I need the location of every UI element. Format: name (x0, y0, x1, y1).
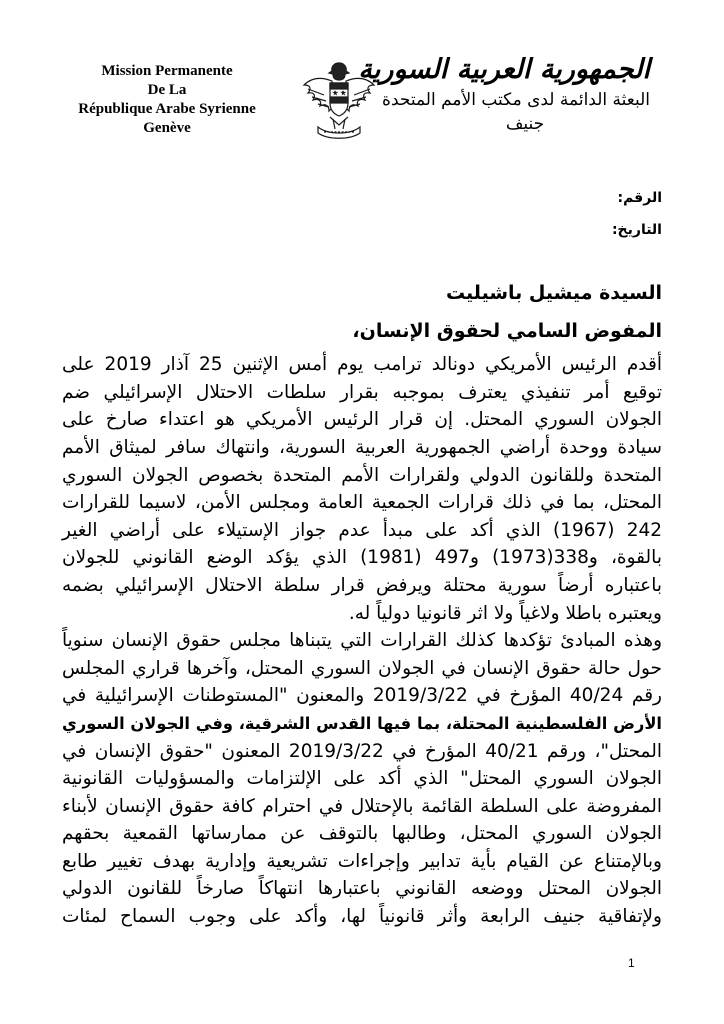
body-line: بالقوة، و338(1973) و497 (1981) الذي يؤكد الوضع القانوني للجولان (62, 547, 662, 569)
body-line: المتحدة وللقانون الدولي ولقرارات الأمم المتحدة بخصوص الجولان السوري (62, 464, 662, 486)
body-line: الجولان السوري المحتل" الذي أكد على الإلتزامات والمسؤوليات القانونية (62, 768, 662, 790)
fr-line: De La (147, 82, 187, 98)
fr-line: Mission Permanente (101, 63, 233, 79)
page-number: 1 (628, 956, 635, 970)
body-line: سيادة ووحدة أراضي الجمهورية العربية السورية، وانتهاك سافر لميثاق الأمم (62, 436, 662, 458)
body-line: رقم 40/24 المؤرخ في 2019/3/22 والمعنون "المستوطنات الإسرائيلية في (62, 685, 662, 707)
addressee-title: المفوض السامي لحقوق الإنسان، (352, 319, 662, 342)
body-line: الجولان المحتل ووضعه القانوني باعتبارها انتهاكاً صارخاً للقانون الدولي (62, 878, 662, 900)
body-line: الجولان السوري المحتل، وطالبها بالتوقف عن ممارساتها القمعية بحقهم (62, 823, 662, 845)
republic-title: الجمهورية العربية السورية (358, 54, 650, 85)
reference-label: الرقم: (617, 190, 662, 206)
body-line: ويعتبره باطلا ولاغياً ولا اثر قانونيا دولياً له. (348, 602, 662, 624)
fr-line: République Arabe Syrienne (78, 101, 256, 117)
date-label: التاريخ: (611, 222, 662, 238)
body-line: الأرض الفلسطينية المحتلة، بما فيها القدس الشرقية، وفي الجولان السوري (62, 713, 662, 733)
letter-body (62, 280, 662, 931)
arabic-letterhead (358, 52, 650, 136)
body-line: حول حالة حقوق الإنسان في الجولان السوري المحتل، وآخرها قراري المجلس (62, 657, 662, 679)
body-line: ولإتفاقية جنيف الرابعة وأثر قانونياً لها، وأكد على وجوب السماح لمئات (62, 906, 662, 928)
mission-title: البعثة الدائمة لدى مكتب الأمم المتحدة (382, 90, 650, 110)
body-line: توقيع أمر تنفيذي يعترف بموجبه بقرار سلطات الاحتلال الإسرائيلي ضم (62, 381, 662, 403)
body-line: المحتل"، ورقم 40/21 المؤرخ في 2019/3/22 المعنون "حقوق الإنسان في (62, 740, 662, 762)
body-line: باعتباره أرضاً سورية محتلة ويرفض قرار سلطة الاحتلال الإسرائيلي بضمه (62, 574, 662, 596)
body-line: الجولان السوري المحتل. إن قرار الرئيس الأمريكي هو اعتداء صارخ على (62, 409, 662, 431)
french-letterhead (62, 62, 272, 138)
body-line: وبالإمتناع عن القيام بأية تدابير وإجراءات تشريعية وإدارية بهدف تغيير طابع (62, 850, 662, 872)
city-name: جنيف (505, 114, 545, 134)
body-line: المفروضة على السلطة القائمة بالإحتلال في احترام كافة حقوق الإنسان لأبناء (62, 795, 662, 817)
fr-line: Genève (143, 120, 191, 136)
addressee-name: السيدة ميشيل باشيليت (445, 282, 662, 304)
body-line: 242 (1967) الذي أكد على مبدأ عدم جواز الإستيلاء على أراضي الغير (62, 519, 662, 541)
body-line: المحتل، بما في ذلك قرارات الجمعية العامة ومجلس الأمن، لاسيما للقرارات (62, 492, 662, 514)
body-line: أقدم الرئيس الأمريكي دونالد ترامب يوم أمس الإثنين 25 آذار 2019 على (62, 354, 662, 376)
body-line: وهذه المبادئ تؤكدها كذلك القرارات التي يتبناها مجلس حقوق الإنسان سنوياً (62, 630, 662, 652)
